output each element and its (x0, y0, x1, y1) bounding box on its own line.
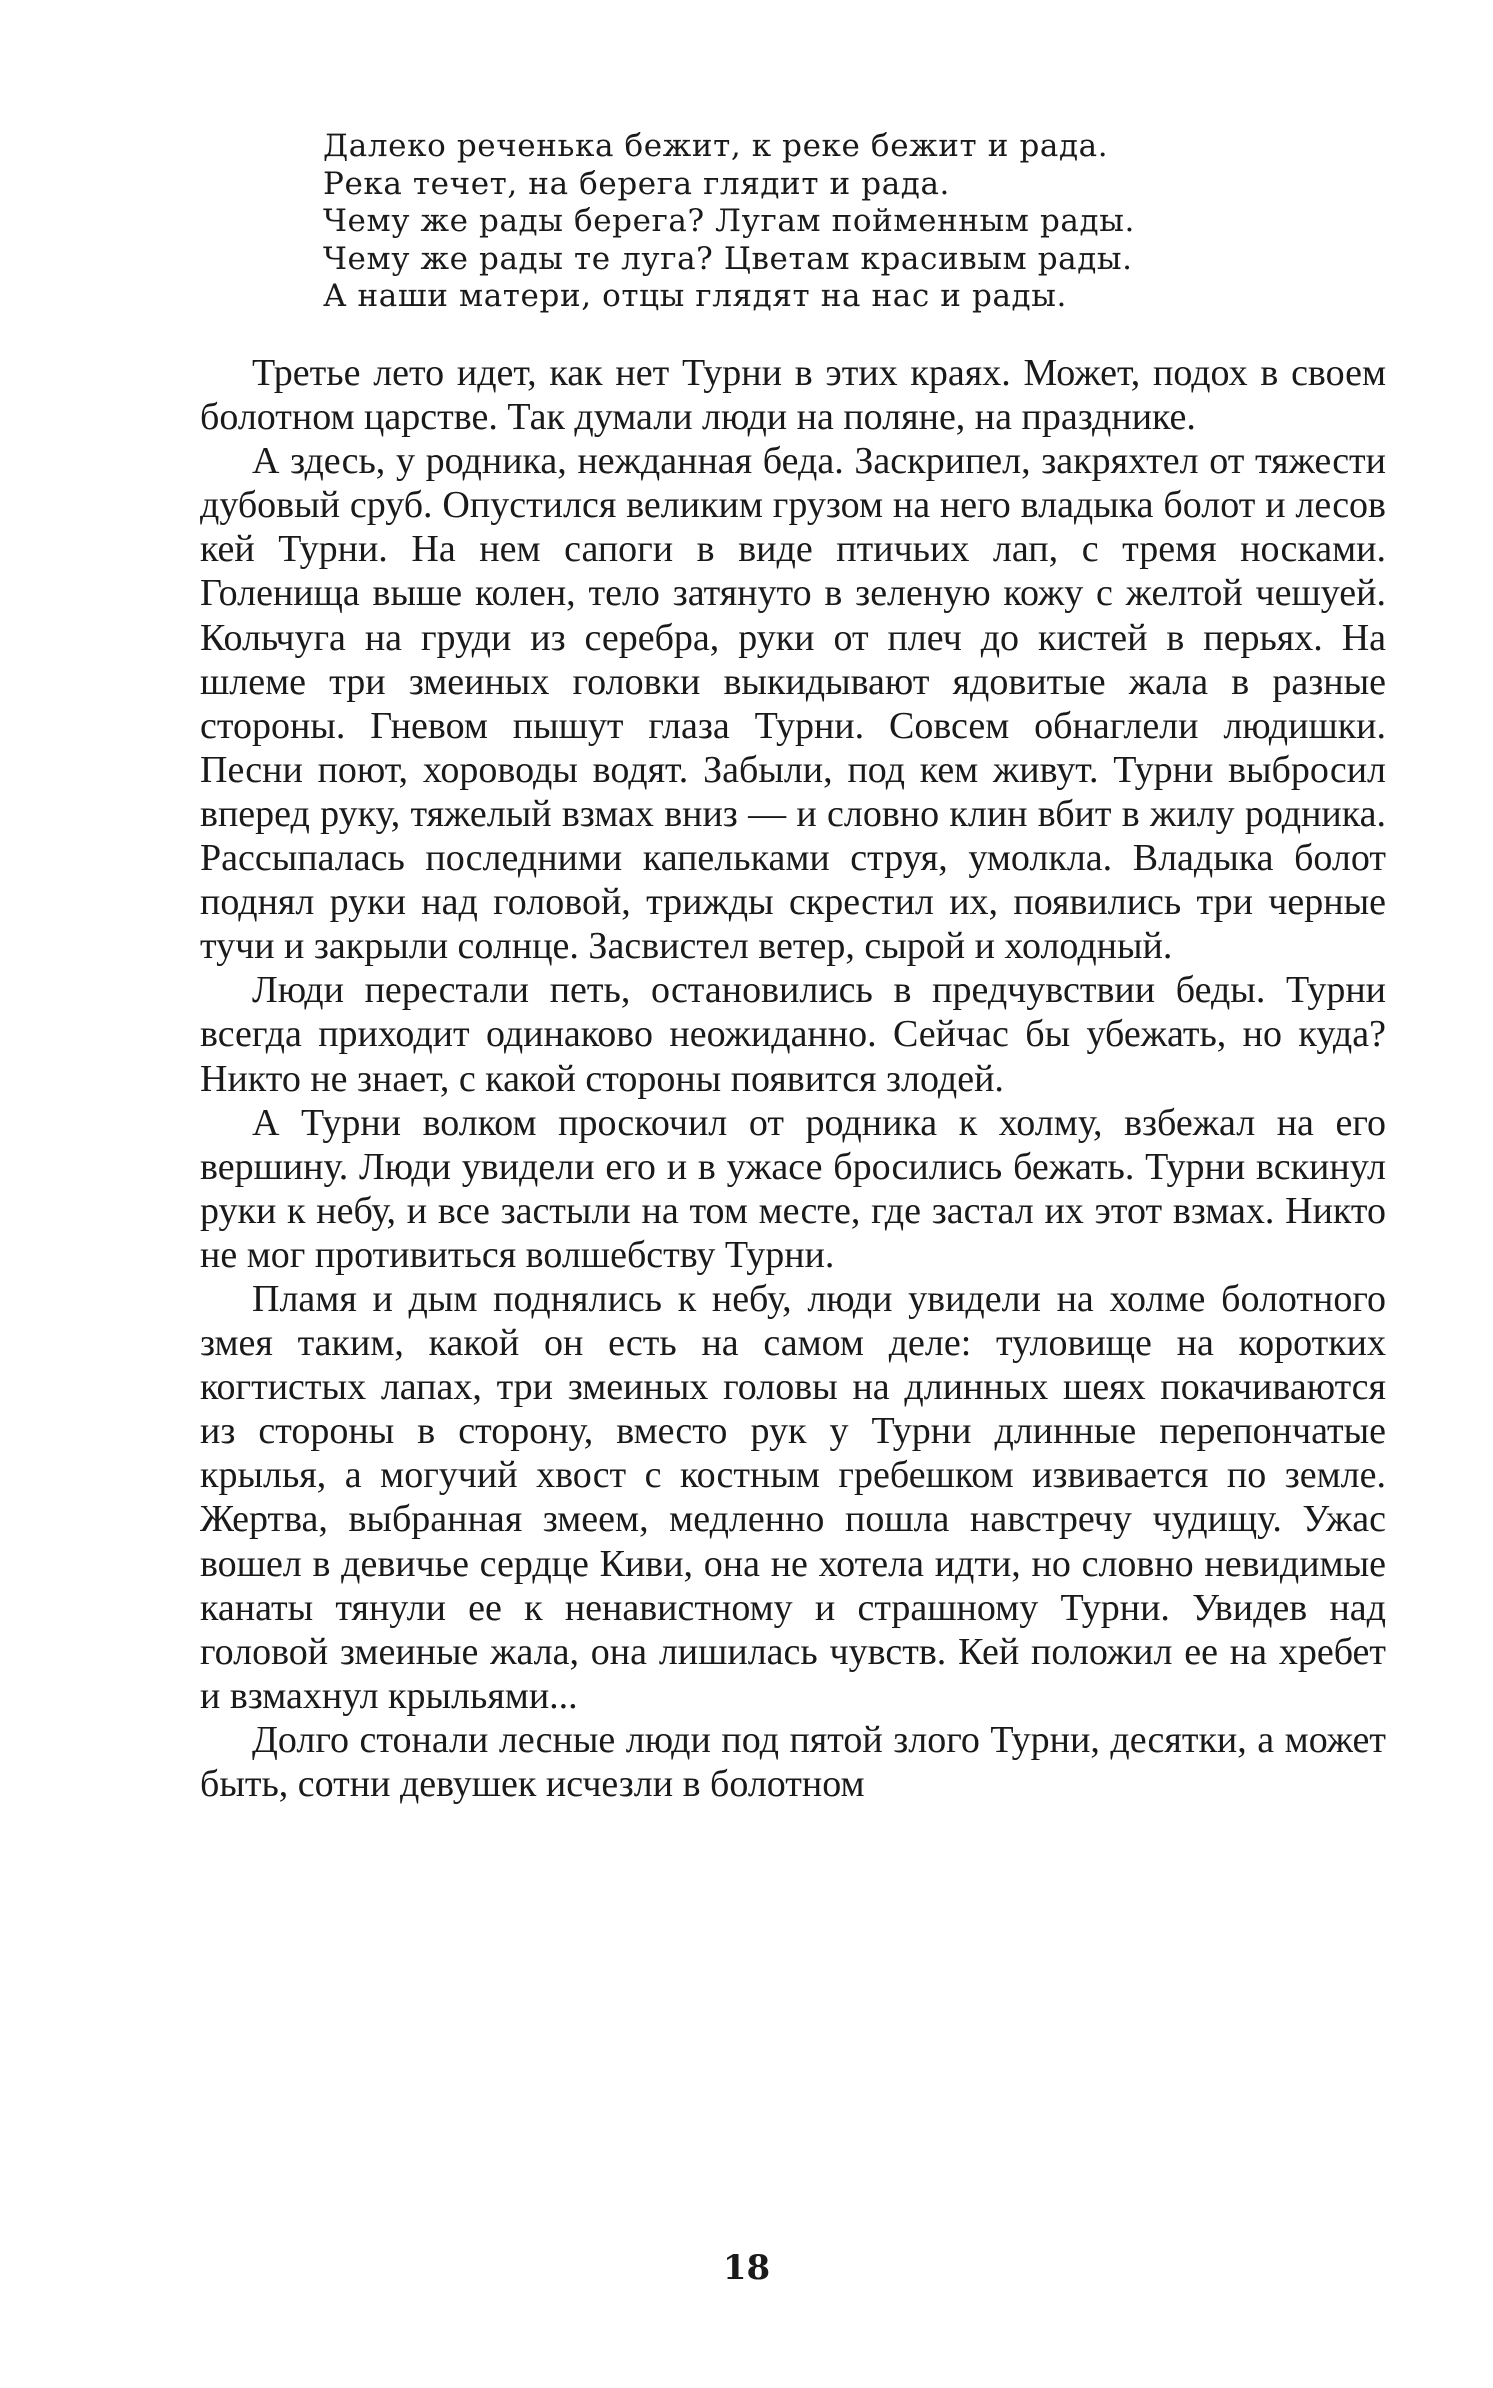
poem-verse (323, 128, 1183, 316)
prose-body (200, 351, 1386, 1806)
paragraph: Пламя и дым поднялись к небу, люди увидели на холме болотного змея таким, какой он есть на самом деле: туловище на коротких когтистых лапах, три змеиных головы на длинных шеях покачиваются из стороны в сторону, вместо рук у Турни длинные перепончатые крылья, а могучий хвост с костным гребешком извивается по земле. Жертва, выбранная змеем, медленно пошла навстречу чудищу. Ужас вошел в девичье сердце Киви, она не хотела идти, но словно невидимые канаты тянули ее к ненавистному и страшному Турни. Увидев над головой змеиные жала, она лишилась чувств. Кей положил ее на хребет и взмахнул крыльями... (200, 1277, 1386, 1717)
paragraph: Люди перестали петь, остановились в предчувствии беды. Турни всегда приходит одинаково неожиданно. Сейчас бы убежать, но куда? Никто не знает, с какой стороны появится злодей. (200, 969, 1386, 1100)
paragraph: А здесь, у родника, нежданная беда. Заскрипел, закряхтел от тяжести дубовый сруб. Опустился великим грузом на него владыка болот и лесов кей Турни. На нем сапоги в виде птичьих лап, с тремя носками. Голенища выше колен, тело затянуто в зеленую кожу с желтой чешуей. Кольчуга на груди из серебра, руки от плеч до кистей в перьях. На шлеме три змеиных головки выкидывают ядовитые жала в разные стороны. Гневом пышут глаза Турни. Совсем обнаглели людишки. Песни поют, хороводы водят. Забыли, под кем живут. Турни выбросил вперед руку, тяжелый взмах вниз — и словно клин вбит в жилу родника. Рассыпалась последними капельками струя, умолкла. Владыка болот поднял руки над головой, трижды скрестил их, появились три черные тучи и закрыли солнце. Засвистел ветер, сырой и холодный. (200, 440, 1386, 968)
poem-line: Река течет, на берега глядит и рада. (323, 165, 950, 202)
poem-line: Чему же рады берега? Лугам пойменным рады. (323, 203, 1135, 239)
poem-line: А наши матери, отцы глядят на нас и рады. (323, 278, 1067, 314)
page-number: 18 (722, 2248, 771, 2288)
poem-line: Чему же рады те луга? Цветам красивым рады. (323, 240, 1133, 277)
paragraph: А Турни волком проскочил от родника к холму, взбежал на его вершину. Люди увидели его и в ужасе бросились бежать. Турни вскинул руки к небу, и все застыли на том месте, где застал их этот взмах. Никто не мог противиться волшебству Турни. (200, 1101, 1386, 1276)
paragraph: Третье лето идет, как нет Турни в этих краях. Может, подох в своем болотном царстве. Так думали люди на поляне, на празднике. (200, 352, 1386, 439)
paragraph: Долго стонали лесные люди под пятой злого Турни, десятки, а может быть, сотни девушек исчезли в болотном (200, 1718, 1386, 1805)
poem-line: Далеко реченька бежит, к реке бежит и рада. (323, 128, 1109, 164)
